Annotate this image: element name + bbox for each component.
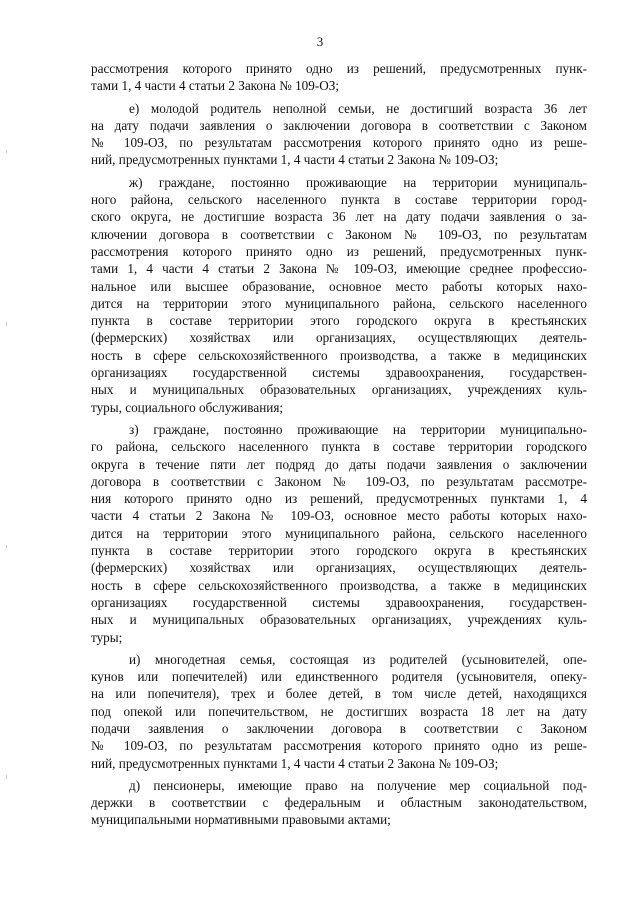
- text-line: на дату подачи заявления о заключении договора в соответствии с Законом: [91, 117, 587, 133]
- paragraph-item-i: [91, 651, 587, 772]
- text-line: держки в соответствии с федеральным и областным законодательством,: [91, 795, 587, 811]
- paragraph-item-e: [91, 100, 587, 169]
- text-line: рассмотрения которого принято одно из решений, предусмотренных пунк-: [91, 61, 587, 76]
- text-line: дится на территории этого муниципального района, сельского населенного: [91, 525, 587, 541]
- paragraph-item-z: [91, 421, 587, 646]
- text-line: ний, предусмотренных пунктами 1, 4 части 4 статьи 2 Закона № 109-ОЗ;: [91, 152, 499, 168]
- text-line: (фермерских) хозяйствах или организациях, осуществляющих деятель-: [91, 560, 587, 576]
- text-line: ного района, сельского населенного пункта в составе территории город-: [91, 192, 587, 208]
- text-line: туры, социального обслуживания;: [91, 399, 284, 415]
- text-line: № 109-ОЗ, по результатам рассмотрения которого принято одно из реше-: [91, 135, 587, 151]
- text-line: ных и муниципальных образовательных организациях, учреждениях куль-: [91, 382, 587, 398]
- text-line: ность в сфере сельскохозяйственного производства, а также в медицинских: [91, 577, 587, 593]
- text-line: тами 1, 4 части 4 статьи 2 Закона № 109-ОЗ, имеющие среднее профессио-: [91, 261, 587, 277]
- text-line: дится на территории этого муниципального района, сельского населенного: [91, 295, 587, 311]
- text-line: договора в соответствии с Законом № 109-ОЗ, по результатам рассмотре-: [91, 473, 587, 489]
- text-line: е) молодой родитель неполной семьи, не достигший возраста 36 лет: [129, 100, 587, 116]
- text-line: кунов или попечителей) или единственного родителя (усыновителя, опеку-: [91, 669, 587, 685]
- text-line: части 4 статьи 2 Закона № 109-ОЗ, основное место работы которых нахо-: [91, 508, 587, 524]
- text-line: ность в сфере сельскохозяйственного производства, а также в медицинских: [91, 347, 587, 363]
- text-line: под опекой или попечительством, не достигших возраста 18 лет на дату: [91, 703, 587, 719]
- text-line: пункта в составе территории этого городского округа в крестьянских: [91, 543, 587, 559]
- text-line: д) пенсионеры, имеющие право на получение мер социальной под-: [129, 777, 587, 793]
- text-line: го района, сельского населенного пункта в составе территории городского: [91, 439, 587, 455]
- paragraph-continuation: [91, 60, 587, 95]
- text-line: и) многодетная семья, состоящая из родителей (усыновителей, опе-: [129, 651, 587, 667]
- scan-mark: [6, 545, 7, 548]
- text-line: ключении договора в соответствии с Законом № 109-ОЗ, по результатам: [91, 226, 587, 242]
- text-line: организациях государственной системы здравоохранения, государствен-: [91, 365, 587, 381]
- text-line: организациях государственной системы здравоохранения, государствен-: [91, 594, 587, 610]
- text-line: № 109-ОЗ, по результатам рассмотрения которого принято одно из реше-: [91, 738, 587, 754]
- text-line: ж) граждане, постоянно проживающие на территории муниципаль-: [129, 174, 587, 190]
- text-line: тами 1, 4 части 4 статьи 2 Закона № 109-ОЗ;: [91, 78, 340, 94]
- text-line: (фермерских) хозяйствах или организациях, осуществляющих деятель-: [91, 330, 587, 346]
- page-number: 3: [316, 34, 324, 49]
- text-line: пункта в составе территории этого городского округа в крестьянских: [91, 313, 587, 329]
- paragraph-item-zh: [91, 174, 587, 416]
- text-line: на или попечителя), трех и более детей, в том числе детей, находящихся: [91, 686, 587, 702]
- text-line: муниципальными нормативными правовыми актами;: [91, 812, 391, 828]
- text-line: ний, предусмотренных пунктами 1, 4 части 4 статьи 2 Закона № 109-ОЗ;: [91, 755, 499, 771]
- text-line: ных и муниципальных образовательных организациях, учреждениях куль-: [91, 612, 587, 628]
- text-line: з) граждане, постоянно проживающие на территории муниципально-: [129, 421, 587, 437]
- text-line: ния которого принято одно из решений, предусмотренных пунктами 1, 4: [91, 491, 587, 507]
- document-body: [91, 60, 587, 829]
- text-line: туры;: [91, 629, 123, 645]
- scan-mark: [6, 322, 7, 326]
- scan-mark: [6, 775, 7, 779]
- text-line: округа в течение пяти лет подряд до даты подачи заявления о заключении: [91, 456, 587, 472]
- scan-mark: [6, 150, 7, 153]
- text-line: рассмотрения которого принято одно из решений, предусмотренных пунк-: [91, 243, 587, 259]
- paragraph-item-d: [91, 777, 587, 829]
- text-line: нальное или высшее образование, основное место работы которых нахо-: [91, 278, 587, 294]
- text-line: ского округа, не достигшие возраста 36 лет на дату подачи заявления о за-: [91, 209, 587, 225]
- text-line: подачи заявления о заключении договора в соответствии с Законом: [91, 720, 587, 736]
